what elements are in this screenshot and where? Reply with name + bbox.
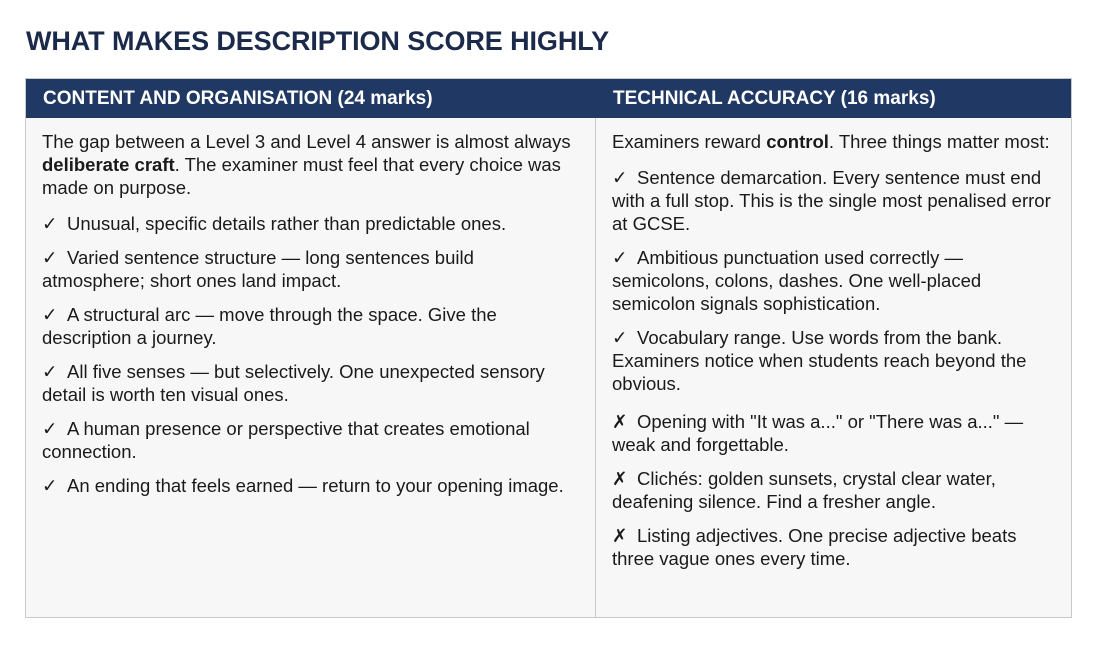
list-item-text: Opening with "It was a..." or "There was a..." — weak and forgettable. [612,411,1024,455]
list-item [612,524,1057,570]
list-item [612,410,1057,456]
list-item [42,417,581,463]
list-item [42,474,581,497]
list-item-text: Sentence demarcation. Every sentence must end with a full stop. This is the single most penalised error at GCSE. [612,167,1051,234]
list-item [612,326,1057,395]
list-item [42,212,581,235]
header-technical-accuracy: TECHNICAL ACCURACY (16 marks) [596,79,1071,118]
list-item-text: Vocabulary range. Use words from the bank. Examiners notice when students reach beyond the obvious. [612,327,1027,394]
list-item [42,303,581,349]
list-item [42,246,581,292]
list-item-text: Clichés: golden sunsets, crystal clear water, deafening silence. Find a fresher angle. [612,468,996,512]
criteria-table [25,78,1072,618]
list-item [612,166,1057,235]
check-icon: ✓ [42,247,58,268]
list-item-text: Unusual, specific details rather than predictable ones. [67,213,507,234]
cross-icon: ✗ [612,468,628,489]
check-icon: ✓ [42,213,58,234]
check-icon: ✓ [42,418,58,439]
check-icon: ✓ [612,327,628,348]
check-icon: ✓ [612,247,628,268]
list-item-text: Varied sentence structure — long sentences build atmosphere; short ones land impact. [42,247,474,291]
left-intro [42,130,581,199]
list-item [612,246,1057,315]
list-item [42,360,581,406]
list-item [612,467,1057,513]
right-intro [612,130,1057,153]
list-item-text: Listing adjectives. One precise adjective beats three vague ones every time. [612,525,1017,569]
check-icon: ✓ [42,361,58,382]
list-item-text: All five senses — but selectively. One unexpected sensory detail is worth ten visual ones. [42,361,545,405]
list-item-text: A human presence or perspective that creates emotional connection. [42,418,530,462]
list-item-text: A structural arc — move through the space. Give the description a journey. [42,304,497,348]
list-item-text: An ending that feels earned — return to your opening image. [67,475,564,496]
page-title: WHAT MAKES DESCRIPTION SCORE HIGHLY [26,26,610,56]
right-intro-bold: control [766,131,829,152]
right-intro-text: Examiners reward [612,131,767,152]
check-icon: ✓ [612,167,628,188]
cross-icon: ✗ [612,525,628,546]
check-icon: ✓ [42,304,58,325]
column-content-organisation [26,118,596,617]
left-intro-bold: deliberate craft [42,154,175,175]
cross-icon: ✗ [612,411,628,432]
left-intro-text-end: . The examiner must feel that every choice was made on purpose. [42,154,561,198]
left-intro-text: The gap between a Level 3 and Level 4 answer is almost always [42,131,571,152]
header-content-organisation: CONTENT AND ORGANISATION (24 marks) [26,79,596,118]
check-icon: ✓ [42,475,58,496]
column-technical-accuracy [596,118,1071,617]
right-intro-text-end: . Three things matter most: [828,131,1050,152]
list-item-text: Ambitious punctuation used correctly — semicolons, colons, dashes. One well-placed semicolon signals sophistication. [612,247,982,314]
